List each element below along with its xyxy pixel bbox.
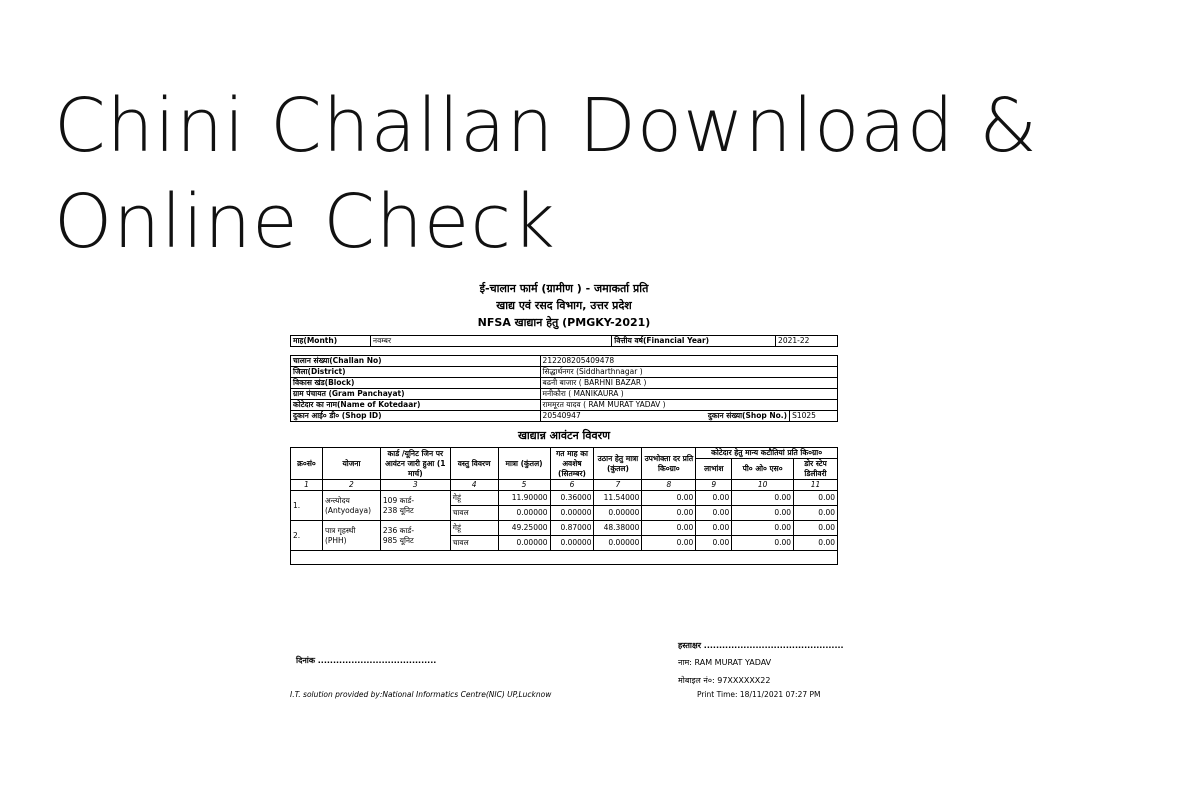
fy-label: वित्तीय वर्ष(Financial Year) xyxy=(612,336,776,347)
row-rate: 0.00 xyxy=(642,521,696,536)
info-label: ग्राम पंचायत (Gram Panchayat) xyxy=(291,389,541,400)
row-door: 0.00 xyxy=(794,506,838,521)
column-number: 3 xyxy=(380,480,450,491)
mobile-line: मोबाइल नं०: 97XXXXXX22 xyxy=(678,676,771,685)
column-number: 9 xyxy=(696,480,732,491)
column-number: 1 xyxy=(291,480,323,491)
table-row xyxy=(291,521,838,536)
info-row xyxy=(291,378,838,389)
month-table xyxy=(290,335,838,347)
col-margin: लाभांश xyxy=(696,459,732,480)
col-lift: उठान हेतु मात्रा (कुंतल) xyxy=(594,448,642,480)
allocation-table xyxy=(290,447,838,565)
info-value: सिद्धार्थनगर (Siddharthnagar ) xyxy=(540,367,837,378)
challan-document xyxy=(290,280,838,565)
fy-value: 2021-22 xyxy=(776,336,838,347)
row-lift: 11.54000 xyxy=(594,491,642,506)
month-value: नवम्बर xyxy=(370,336,611,347)
date-line: दिनांक ....................................... xyxy=(296,656,437,665)
shop-id-value: 20540947 xyxy=(540,411,680,422)
row-lift: 48.38000 xyxy=(594,521,642,536)
column-number: 4 xyxy=(450,480,498,491)
row-qty: 11.90000 xyxy=(498,491,550,506)
print-time: Print Time: 18/11/2021 07:27 PM xyxy=(697,690,821,699)
footer-left: I.T. solution provided by:National Informatics Centre(NIC) UP,Lucknow xyxy=(290,690,552,699)
col-cards: कार्ड /यूनिट जिन पर आवंटन जारी हुआ (1 मार्च) xyxy=(380,448,450,480)
col-rate: उपभोक्ता दर प्रति कि०ग्रा० xyxy=(642,448,696,480)
row-pos: 0.00 xyxy=(732,521,794,536)
row-door: 0.00 xyxy=(794,491,838,506)
cards-count: 109 कार्ड- xyxy=(382,495,415,505)
column-number: 6 xyxy=(550,480,594,491)
row-balance: 0.36000 xyxy=(550,491,594,506)
units-count: 238 यूनिट xyxy=(382,505,414,515)
row-cards xyxy=(380,521,450,551)
scheme-name-en: (PHH) xyxy=(324,535,347,545)
info-label: जिला(District) xyxy=(291,367,541,378)
column-number-row xyxy=(291,480,838,491)
row-balance: 0.00000 xyxy=(550,506,594,521)
row-qty: 49.25000 xyxy=(498,521,550,536)
shop-id-label: दुकान आई० डी० (Shop ID) xyxy=(291,411,541,422)
info-row xyxy=(291,400,838,411)
doc-header-1: ई-चालान फार्म (ग्रामीण ) - जमाकर्ता प्रति xyxy=(479,282,649,295)
title-line-2: Online Check xyxy=(54,179,556,265)
title-line-1: Chini Challan Download & xyxy=(54,83,1038,169)
units-count: 985 यूनिट xyxy=(382,535,414,545)
row-lift: 0.00000 xyxy=(594,536,642,551)
scheme-name-en: (Antyodaya) xyxy=(324,505,372,515)
row-pos: 0.00 xyxy=(732,491,794,506)
row-rate: 0.00 xyxy=(642,506,696,521)
empty-row xyxy=(291,551,838,565)
row-balance: 0.87000 xyxy=(550,521,594,536)
info-row xyxy=(291,389,838,400)
row-margin: 0.00 xyxy=(696,521,732,536)
row-rate: 0.00 xyxy=(642,536,696,551)
scheme-name: पात्र गृहस्थी xyxy=(324,525,356,535)
info-label: कोटेदार का नाम(Name of Kotedaar) xyxy=(291,400,541,411)
row-balance: 0.00000 xyxy=(550,536,594,551)
col-kotedar: कोटेदार हेतु मान्य कटौतियां प्रति कि०ग्रा० xyxy=(696,448,838,459)
shop-no-value: S1025 xyxy=(790,411,838,422)
column-number: 7 xyxy=(594,480,642,491)
row-sno: 1. xyxy=(291,491,323,521)
row-door: 0.00 xyxy=(794,536,838,551)
info-value: मनीकौरा ( MANIKAURA ) xyxy=(540,389,837,400)
page-title xyxy=(54,78,1154,270)
name-line: नाम: RAM MURAT YADAV xyxy=(678,658,772,667)
row-margin: 0.00 xyxy=(696,491,732,506)
doc-header-3: NFSA खाद्यान हेतु (PMGKY-2021) xyxy=(477,316,651,329)
row-item: गेहूं xyxy=(450,491,498,506)
col-scheme: योजना xyxy=(322,448,380,480)
cards-count: 236 कार्ड- xyxy=(382,525,415,535)
row-scheme xyxy=(322,491,380,521)
signature-line: हस्ताक्षर .............................................. xyxy=(678,641,844,650)
info-value: 212208205409478 xyxy=(540,356,837,367)
row-rate: 0.00 xyxy=(642,491,696,506)
col-sno: क्र०सं० xyxy=(291,448,323,480)
info-row xyxy=(291,367,838,378)
doc-header-2: खाद्य एवं रसद विभाग, उत्तर प्रदेश xyxy=(496,299,632,312)
row-margin: 0.00 xyxy=(696,536,732,551)
month-label: माह(Month) xyxy=(291,336,371,347)
row-cards xyxy=(380,491,450,521)
col-pos: पी० ओ० एस० xyxy=(732,459,794,480)
column-number: 11 xyxy=(794,480,838,491)
column-number: 8 xyxy=(642,480,696,491)
row-pos: 0.00 xyxy=(732,536,794,551)
row-item: चावल xyxy=(450,506,498,521)
scheme-name: अन्त्योदय xyxy=(324,495,350,505)
info-row xyxy=(291,356,838,367)
table-row xyxy=(291,491,838,506)
row-item: गेहूं xyxy=(450,521,498,536)
info-label: चालान संख्या(Challan No) xyxy=(291,356,541,367)
row-sno: 2. xyxy=(291,521,323,551)
row-margin: 0.00 xyxy=(696,506,732,521)
column-number: 5 xyxy=(498,480,550,491)
column-number: 10 xyxy=(732,480,794,491)
info-value: बढनी बाजार ( BARHNI BAZAR ) xyxy=(540,378,837,389)
row-door: 0.00 xyxy=(794,521,838,536)
col-balance: गत माह का अवशेष (सितम्बर) xyxy=(550,448,594,480)
col-qty: मात्रा (कुंतल) xyxy=(498,448,550,480)
row-pos: 0.00 xyxy=(732,506,794,521)
col-item: वस्तु विवरण xyxy=(450,448,498,480)
shop-no-label: दुकान संख्या(Shop No.) xyxy=(680,411,790,422)
row-scheme xyxy=(322,521,380,551)
info-label: विकास खंड(Block) xyxy=(291,378,541,389)
column-number: 2 xyxy=(322,480,380,491)
info-table xyxy=(290,355,838,422)
info-value: राममूरत यादव ( RAM MURAT YADAV ) xyxy=(540,400,837,411)
row-qty: 0.00000 xyxy=(498,506,550,521)
row-item: चावल xyxy=(450,536,498,551)
col-door: डोर स्टेप डिलीवरी xyxy=(794,459,838,480)
row-qty: 0.00000 xyxy=(498,536,550,551)
allocation-title: खाद्यान्न आवंटन विवरण xyxy=(517,429,611,442)
row-lift: 0.00000 xyxy=(594,506,642,521)
